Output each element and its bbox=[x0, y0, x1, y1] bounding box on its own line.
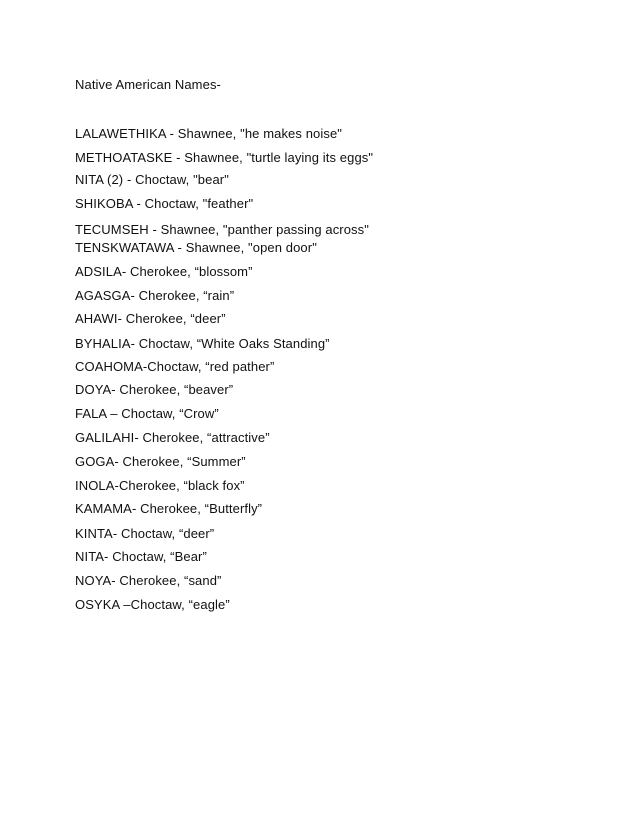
name-entry-nita: NITA- Choctaw, “Bear” bbox=[75, 549, 207, 564]
name-entry-shikoba: SHIKOBA - Choctaw, "feather" bbox=[75, 196, 254, 211]
name-entry-tenskwatawa: TENSKWATAWA - Shawnee, "open door" bbox=[75, 240, 317, 255]
name-entry-inola: INOLA-Cherokee, “black fox” bbox=[75, 478, 245, 493]
name-entry-kinta: KINTA- Choctaw, “deer” bbox=[75, 526, 215, 541]
name-entry-agasga: AGASGA- Cherokee, “rain” bbox=[75, 288, 235, 303]
name-entry-adsila: ADSILA- Cherokee, “blossom” bbox=[75, 264, 253, 279]
name-entry-osyka: OSYKA –Choctaw, “eagle” bbox=[75, 597, 230, 612]
name-entry-fala: FALA – Choctaw, “Crow” bbox=[75, 406, 219, 421]
name-entry-byhalia: BYHALIA- Choctaw, “White Oaks Standing” bbox=[75, 336, 330, 351]
name-entry-galilahi: GALILAHI- Cherokee, “attractive” bbox=[75, 430, 270, 445]
name-entry-noya: NOYA- Cherokee, “sand” bbox=[75, 573, 222, 588]
name-entry-methoataske: METHOATASKE - Shawnee, "turtle laying its eggs" bbox=[75, 150, 374, 165]
name-entry-tecumseh: TECUMSEH - Shawnee, "panther passing across" bbox=[75, 222, 369, 237]
name-entry-coahoma: COAHOMA-Choctaw, “red pather” bbox=[75, 359, 275, 374]
name-entry-ahawi: AHAWI- Cherokee, “deer” bbox=[75, 311, 226, 326]
name-entry-nita-2: NITA (2) - Choctaw, "bear" bbox=[75, 172, 229, 187]
document-title: Native American Names- bbox=[75, 77, 221, 92]
name-entry-kamama: KAMAMA- Cherokee, “Butterfly” bbox=[75, 501, 263, 516]
name-entry-lalawethika: LALAWETHIKA - Shawnee, "he makes noise" bbox=[75, 126, 342, 141]
name-entry-goga: GOGA- Cherokee, “Summer” bbox=[75, 454, 246, 469]
name-entry-doya: DOYA- Cherokee, “beaver” bbox=[75, 382, 234, 397]
